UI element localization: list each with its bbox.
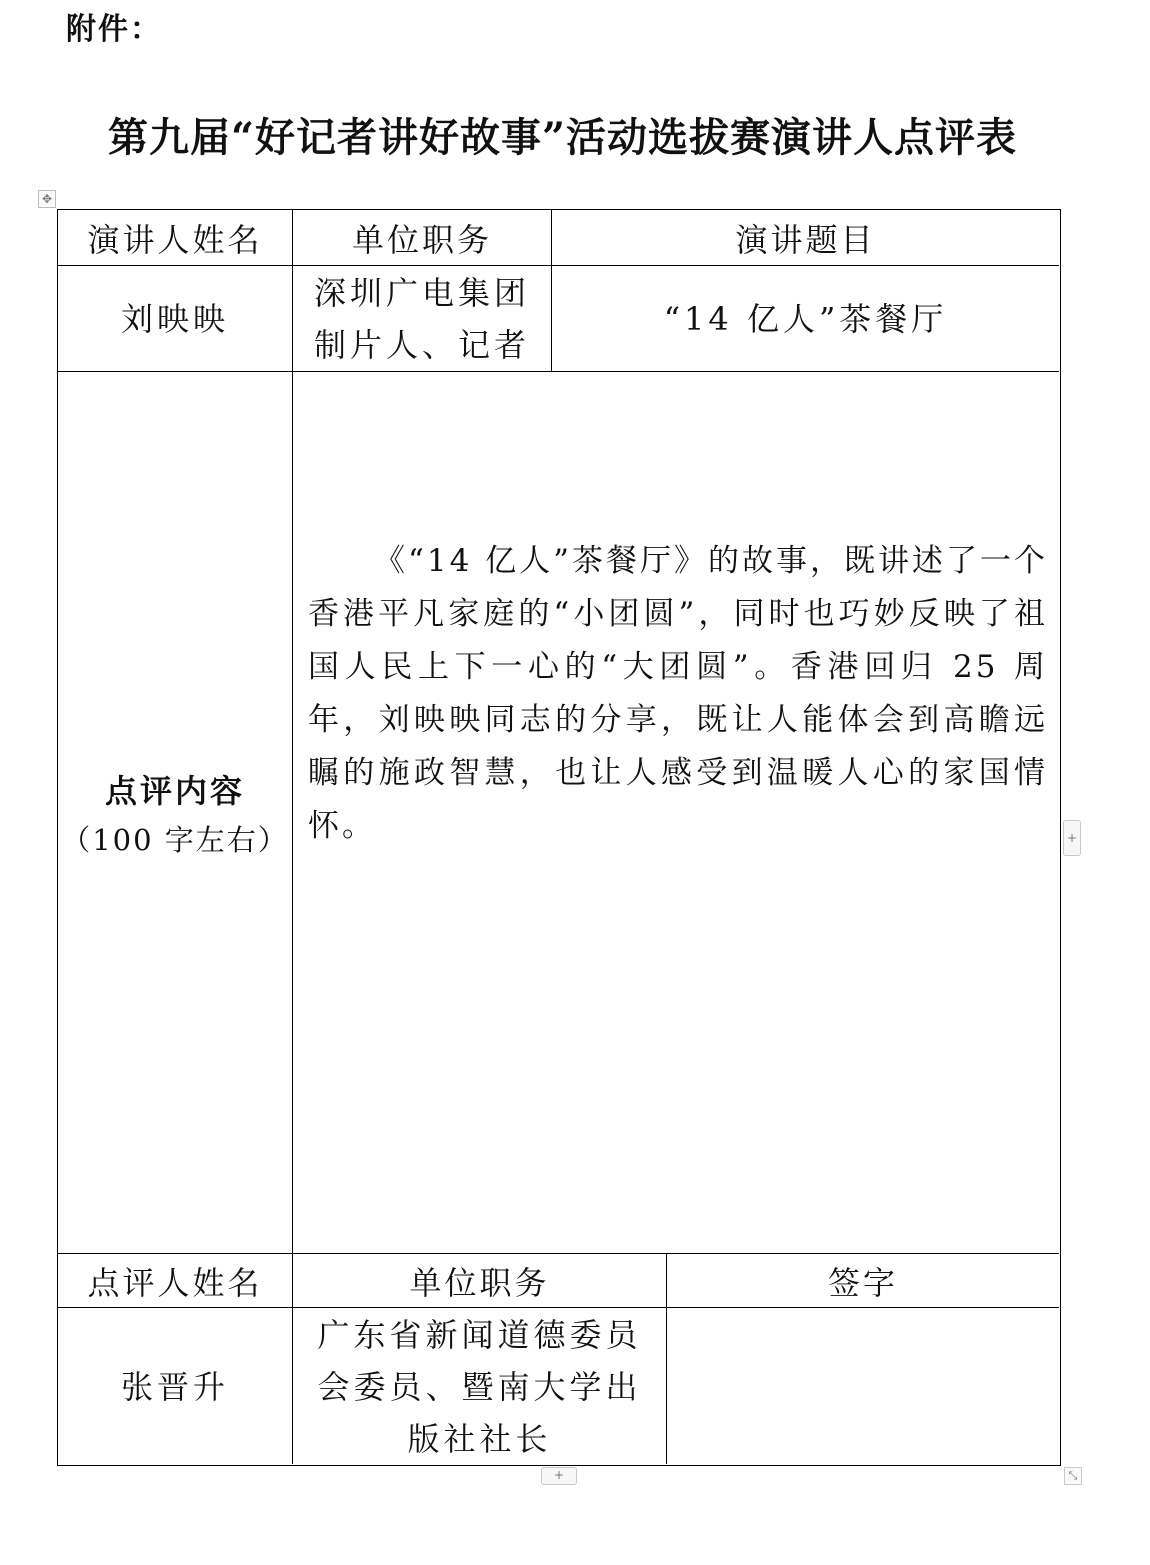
add-column-plus-icon[interactable]: + <box>1063 820 1081 856</box>
reviewer-name-header: 点评人姓名 <box>87 1263 263 1302</box>
speech-topic-header: 演讲题目 <box>735 220 876 259</box>
table-resize-icon[interactable]: ⤡ <box>1064 1467 1082 1485</box>
comment-label: 点评内容 <box>104 772 245 810</box>
signature-field[interactable] <box>667 1308 1059 1465</box>
speaker-position-header: 单位职务 <box>351 220 492 259</box>
reviewer-position-line: 广东省新闻道德委员 <box>317 1315 642 1354</box>
comment-text[interactable]: 《“14 亿人”茶餐厅》的故事，既讲述了一个香港平凡家庭的“小团圆”，同时也巧妙反映了祖国人民上下一心的“大团圆”。香港回归 25 周年，刘映映同志的分享，既让人能体会到高瞻远瞩的施政智慧，也让人感受到温暖人心的家国情怀。 <box>308 543 1048 844</box>
speaker-position-line: 深圳广电集团 <box>313 273 530 312</box>
reviewer-position-line: 版社社长 <box>407 1419 552 1458</box>
speaker-position <box>293 266 551 371</box>
table-move-handle-icon[interactable]: ✥ <box>38 190 56 208</box>
speaker-name-header: 演讲人姓名 <box>87 220 263 259</box>
review-table <box>57 209 1061 1466</box>
reviewer-position-line: 会委员、暨南大学出 <box>317 1367 642 1406</box>
document-title: 第九届“好记者讲好故事”活动选拔赛演讲人点评表 <box>107 114 1017 161</box>
add-row-plus-icon[interactable]: + <box>541 1467 577 1485</box>
speech-topic: “14 亿人”茶餐厅 <box>663 299 948 338</box>
comment-label-cell <box>58 372 292 1253</box>
reviewer-name: 张晋升 <box>120 1367 229 1406</box>
speaker-position-line: 制片人、记者 <box>313 325 530 364</box>
attachment-label: 附件： <box>66 12 162 47</box>
reviewer-position <box>293 1308 666 1465</box>
comment-word-limit-hint: （100 字左右） <box>61 823 289 857</box>
reviewer-position-header: 单位职务 <box>409 1263 550 1302</box>
speaker-name: 刘映映 <box>120 299 229 338</box>
signature-header: 签字 <box>827 1263 898 1302</box>
